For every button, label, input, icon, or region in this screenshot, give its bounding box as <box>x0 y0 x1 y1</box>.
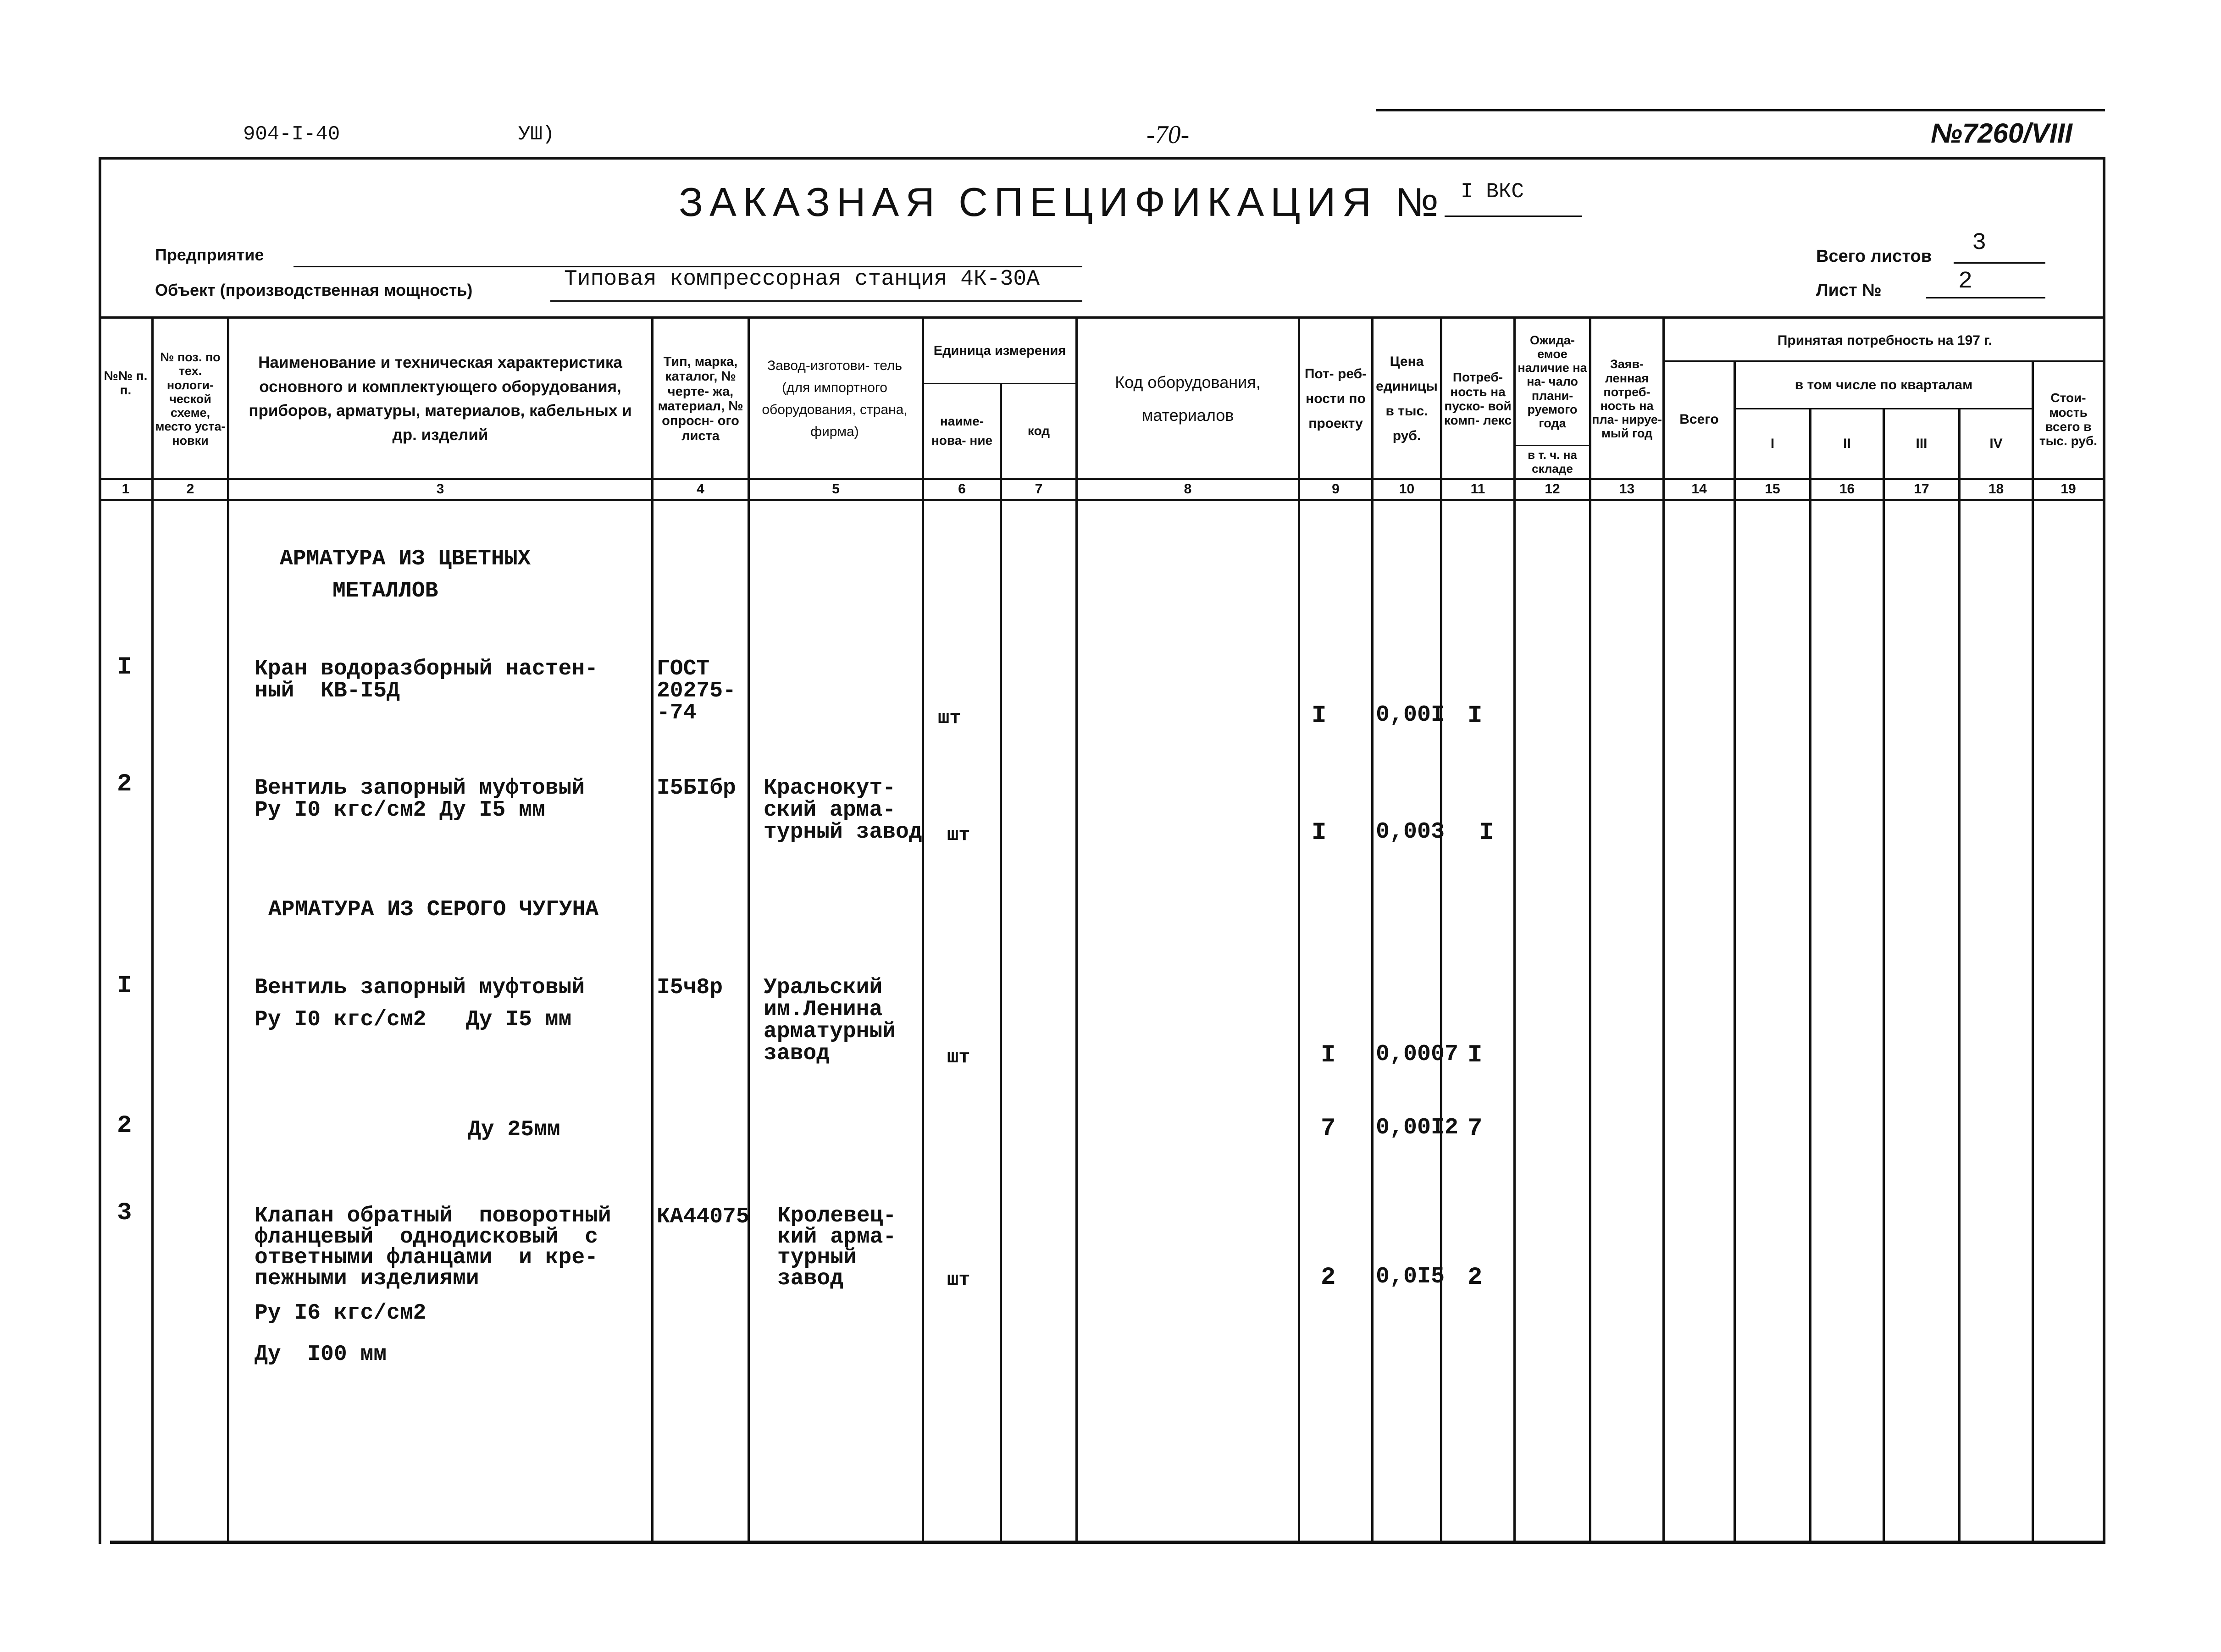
c12-split-line <box>1513 445 1589 446</box>
col-sep-10 <box>1440 316 1442 1543</box>
colnum-4: 4 <box>697 481 704 497</box>
colnum-14: 14 <box>1691 481 1707 497</box>
object-underline <box>550 300 1082 302</box>
header-c7: код <box>1027 424 1050 438</box>
header-c15: I <box>1770 436 1775 451</box>
row1-unit: шт <box>938 707 961 729</box>
col-sep-2 <box>227 316 229 1543</box>
form-top-border <box>99 157 2105 160</box>
row1-number: I <box>117 653 132 681</box>
header-bottom-line <box>99 478 2105 480</box>
total-sheets-underline <box>1954 262 2045 264</box>
unit-group-line <box>922 383 1075 384</box>
col-sep-15 <box>1809 408 1811 1543</box>
colnum-17: 17 <box>1914 481 1929 497</box>
row2-start: I <box>1479 819 1494 847</box>
header-c3: Наименование и техническая характеристика основного и комплектующего оборудования, приборов, арматуры, материалов, кабельных и др. изделий <box>249 354 632 444</box>
row3-type: I5ч8р <box>657 975 723 1000</box>
colnum-5: 5 <box>832 481 840 497</box>
form-right-border <box>2103 157 2105 1544</box>
colnum-12: 12 <box>1545 481 1560 497</box>
header-c19: Стои- мость всего в тыс. руб. <box>2039 391 2098 448</box>
top-rule <box>1376 109 2105 111</box>
row4-price: 0,00I2 <box>1376 1115 1459 1141</box>
header-c12b: в т. ч. на складе <box>1528 448 1577 475</box>
total-sheets-label: Всего листов <box>1816 247 1932 266</box>
header-c12a: Ожида- емое наличие на на- чало плани- руемого года <box>1518 333 1587 431</box>
row1-price: 0,00I <box>1376 702 1445 728</box>
col-sep-1 <box>151 316 154 1543</box>
colnum-15: 15 <box>1765 481 1780 497</box>
header-unit-group: Единица измерения <box>933 343 1066 358</box>
object-value: Типовая компрессорная станция 4К-30А <box>564 267 1040 292</box>
row2-maker: Краснокут- ский арма- турный завод <box>764 776 922 845</box>
col-sep-16 <box>1883 408 1885 1543</box>
colnum-16: 16 <box>1839 481 1855 497</box>
header-c14: Всего <box>1679 412 1719 427</box>
header-c4: Тип, марка, каталог, № черте- жа, материал, № опросн- ого листа <box>658 354 743 443</box>
row3-price: 0,0007 <box>1376 1041 1459 1067</box>
row3-name2: Ру I0 кгс/см2 Ду I5 мм <box>255 1007 572 1032</box>
sheet-label: Лист № <box>1816 281 1882 300</box>
col-sep-6 <box>1000 383 1002 1543</box>
header-c17: III <box>1916 436 1927 451</box>
row2-type: I5БIбр <box>657 776 736 801</box>
header-c13: Заяв- ленная потреб- ность на пла- нируе- мый год <box>1592 357 1662 441</box>
row1-need: I <box>1312 702 1327 730</box>
inventory-number: №7260/VIII <box>1931 118 2072 149</box>
row5-maker: Кролевец- кий арма- турный завод <box>777 1204 897 1291</box>
row2-name: Вентиль запорный муфтовый Ру I0 кгс/см2 Ду I5 мм <box>255 776 585 823</box>
header-quarters-group: в том числе по кварталам <box>1795 377 1973 393</box>
colnum-6: 6 <box>958 481 966 497</box>
colnum-3: 3 <box>436 481 444 497</box>
colnum-18: 18 <box>1988 481 2004 497</box>
row3-name: Вентиль запорный муфтовый <box>255 975 585 1000</box>
section-title-line1: АРМАТУРА ИЗ ЦВЕТНЫХ <box>280 547 531 571</box>
colnum-11: 11 <box>1470 481 1485 497</box>
colnum-1: 1 <box>122 481 130 497</box>
spec-number-underline <box>1445 215 1582 217</box>
colnum-19: 19 <box>2060 481 2076 497</box>
section2-title: АРМАТУРА ИЗ СЕРОГО ЧУГУНА <box>268 897 599 922</box>
col-sep-9 <box>1371 316 1374 1543</box>
object-label: Объект (производственная мощность) <box>155 281 473 299</box>
row3-start: I <box>1468 1041 1483 1069</box>
row5-name3: Ду I00 мм <box>255 1342 387 1367</box>
row5-unit: шт <box>947 1269 970 1291</box>
row4-name: Ду 25мм <box>468 1117 560 1142</box>
col-sep-4 <box>748 316 750 1543</box>
col-sep-18 <box>2032 360 2034 1543</box>
row1-name: Кран водоразборный настен- ный КВ-I5Д <box>255 657 598 703</box>
section-mark: УШ) <box>518 123 555 146</box>
row2-need: I <box>1312 819 1327 847</box>
sheet-value: 2 <box>1958 268 1973 295</box>
header-c16: II <box>1843 436 1851 451</box>
form-title: ЗАКАЗНАЯ СПЕЦИФИКАЦИЯ № <box>679 179 1445 225</box>
row1-type: ГОСТ 20275- -74 <box>657 657 736 725</box>
col-sep-7 <box>1075 316 1078 1543</box>
col-sep-17 <box>1958 408 1961 1543</box>
colnum-2: 2 <box>186 481 194 497</box>
colnum-9: 9 <box>1332 481 1340 497</box>
row5-start: 2 <box>1468 1264 1483 1292</box>
col-sep-8 <box>1298 316 1300 1543</box>
row4-start: 7 <box>1468 1115 1483 1143</box>
header-c2: № поз. по тех. нологи- ческой схеме, место уста- новки <box>155 350 226 448</box>
table-bottom-line <box>110 1541 2105 1544</box>
header-accepted-group: Принятая потребность на 197 г. <box>1777 333 1993 348</box>
header-c10: Цена единицы в тыс. руб. <box>1376 354 1438 443</box>
row5-name: Клапан обратный поворотный фланцевый однодисковый с ответными фланцами и кре- пежными изделиями <box>255 1204 611 1291</box>
doc-code: 904-I-40 <box>243 123 340 146</box>
colnum-bottom-line <box>99 499 2105 501</box>
page-number: -70- <box>1147 121 1190 149</box>
accepted-group-line <box>1662 360 2105 362</box>
colnum-10: 10 <box>1399 481 1415 497</box>
enterprise-label: Предприятие <box>155 245 264 264</box>
row5-name2: Ру I6 кгс/см2 <box>255 1301 426 1326</box>
col-sep-3 <box>651 316 654 1543</box>
colnum-13: 13 <box>1619 481 1635 497</box>
total-sheets-value: 3 <box>1972 229 1987 256</box>
row1-start: I <box>1468 702 1483 730</box>
row3-number: I <box>117 972 132 1000</box>
header-c5: Завод-изготови- тель (для импортного оборудования, страна, фирма) <box>762 358 908 439</box>
header-c8: Код оборудования, материалов <box>1115 373 1261 425</box>
col-sep-12 <box>1589 316 1591 1543</box>
row2-number: 2 <box>117 770 132 798</box>
row5-type: КА44075 <box>657 1204 749 1229</box>
row3-maker: Уральский им.Ленина арматурный завод <box>764 975 896 1066</box>
header-c18: IV <box>1989 436 2003 451</box>
row4-need: 7 <box>1321 1115 1336 1143</box>
table-top-line <box>99 316 2105 319</box>
header-c6: наиме- нова- ние <box>931 414 993 448</box>
col-sep-11 <box>1513 316 1516 1543</box>
row5-need: 2 <box>1321 1264 1336 1292</box>
spec-number: I ВКС <box>1461 180 1524 204</box>
col-sep-14 <box>1734 360 1736 1543</box>
header-c1: №№ п. п. <box>104 368 148 397</box>
sheet-underline <box>1926 297 2045 298</box>
row4-number: 2 <box>117 1112 132 1140</box>
row2-unit: шт <box>947 824 970 846</box>
row2-price: 0,003 <box>1376 819 1445 845</box>
row3-unit: шт <box>947 1046 970 1068</box>
header-c11: Потреб- ность на пуско- вой комп- лекс <box>1444 370 1512 428</box>
section-title-line2: МЕТАЛЛОВ <box>332 579 438 603</box>
colnum-8: 8 <box>1184 481 1192 497</box>
header-c9: Пот- реб- ности по проекту <box>1304 366 1367 431</box>
row5-number: 3 <box>117 1199 132 1227</box>
col-sep-5 <box>922 316 924 1543</box>
colnum-7: 7 <box>1035 481 1043 497</box>
col-sep-13 <box>1662 316 1665 1543</box>
row3-need: I <box>1321 1041 1336 1069</box>
row5-price: 0,0I5 <box>1376 1264 1445 1290</box>
